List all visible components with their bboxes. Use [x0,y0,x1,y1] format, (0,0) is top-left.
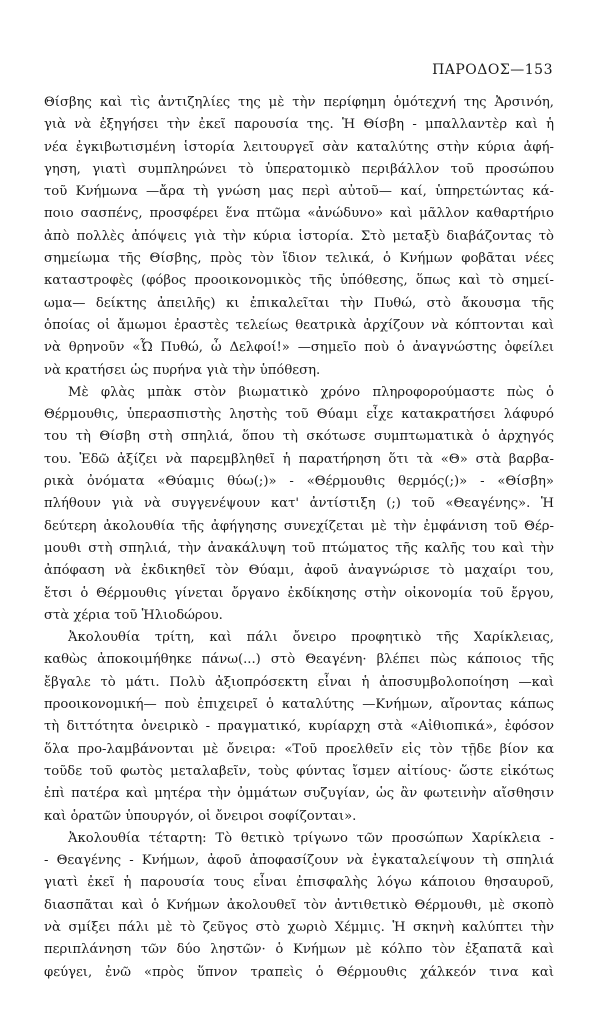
text-line: ἐπὶ πατέρα καὶ μητέρα τὴν ὀμμάτων συζυγίαν, ὡς ἂν φωτεινὴν αἴσθησιν [44,786,554,802]
text-line: ἔτσι ὁ Θέρμουθις γίνεται ὄργανο ἐκδίκησης στὴν οἰκονομία τοῦ ἔργου, [44,585,554,601]
text-line: στὰ χέρια τοῦ Ἡλιοδώρου. [44,607,223,623]
text-line: Θίσβης καὶ τὶς ἀντιζηλίες της μὲ τὴν περίφημη ὁμότεχνή της Ἀρσινόη, [44,95,554,110]
text-line: γιατὶ ἐκεῖ ἡ παρουσία τους εἶναι ἐπισφαλὴς λόγω κάποιου θησαυροῦ, [44,875,554,891]
text-line: - Θεαγένης - Κνήμων, ἀφοῦ ἀποφασίζουν νὰ ἐγκαταλείψουν τὴ σπηλιά [44,853,554,869]
text-line: ρικὰ ὀνόματα «Θύαμις θύω(;)» - «Θέρμουθις θερμός(;)» - «Θίσβη» [44,474,554,490]
paragraph [44,92,554,382]
paragraph [44,828,554,984]
body-text [44,92,554,984]
text-line: του τὴ Θίσβη στὴ σπηλιά, ὅπου τὴ σκότωσε συμπτωματικὰ ὁ ἀρχηγός [44,429,554,445]
text-line: νέα ἐγκιβωτισμένη ἱστορία λειτουργεῖ σὰν καταλύτης στὴν κύρια ἀφή- [44,139,554,155]
text-line: μουθι στὴ σπηλιά, τὴν ἀνακάλυψη τοῦ πτώματος τῆς καλῆς του καὶ τὴν [44,540,554,556]
text-line: νὰ θρηνοῦν «Ὦ Πυθώ, ὦ Δελφοί!» —σημεῖο ποὺ ὁ ἀναγνώστης ὀφείλει [44,340,554,356]
text-line: γιὰ νὰ ἐξηγήσει τὴν ἐκεῖ παρουσία της. Ἡ Θίσβη - μπαλλαντὲρ καὶ ἡ [44,117,554,133]
text-line: Ἀκολουθία τρίτη, καὶ πάλι ὄνειρο προφητικὸ τῆς Χαρίκλειας, [68,630,554,646]
text-line: ὅλα προ-λαμβάνονται μὲ ὄνειρα: «Τοῦ προελθεῖν εἰς τὸν τῇδε βίον κα [44,741,554,757]
text-line: Μὲ φλὰς μπὰκ στὸν βιωματικὸ χρόνο πληροφορούμαστε πὼς ὁ [68,384,554,400]
text-line: Θέρμουθις, ὑπερασπιστὴς ληστὴς τοῦ Θύαμι εἶχε κατακρατήσει λάφυρό [44,407,554,423]
text-line: νὰ σμίξει πάλι μὲ τὸ ζεῦγος στὸ χωριὸ Χέμμις. Ἡ σκηνὴ καλύπτει τὴν [44,919,554,935]
text-line: καὶ ὁρατῶν ὑπουργόν, οἱ ὄνειροι σοφίζονται». [44,808,357,824]
paragraph [44,382,554,627]
text-line: τοῦ Κνήμωνα —ἄρα τὴ γνώση μας περὶ αὐτοῦ— καί, ὑπηρετώντας κά- [44,184,554,200]
text-line: ἔβγαλε τὸ μάτι. Πολὺ ἀξιοπρόσεκτη εἶναι ἡ ἀποσυμβολοποίηση —καὶ [44,674,554,690]
text-line: γηση, γιατὶ συμπληρώνει τὸ ὑπερατομικὸ περιβάλλον τοῦ προσώπου [44,161,554,177]
text-line: ἀπόφαση νὰ ἐκδικηθεῖ τὸν Θύαμι, ἀφοῦ ἀναγνώρισε τὸ μαχαίρι του, [44,563,554,579]
text-line: περιπλάνηση τῶν δύο ληστῶν· ὁ Κνήμων μὲ κόλπο τὸν ἐξαπατᾶ καὶ [44,942,554,958]
text-line: ωμα— δείκτης ἀπειλῆς) κι ἐπικαλεῖται τὴν Πυθώ, στὸ ἄκουσμα τῆς [44,295,554,311]
text-line: προοικονομική— ποὺ ἐπιχειρεῖ ὁ καταλύτης —Κνήμων, αἴροντας κάπως [44,697,554,713]
text-line: σημείωμα τῆς Θίσβης, πρὸς τὸν ἴδιον τελικά, ὁ Κνήμων φοβᾶται νέες [44,251,554,267]
text-line: του. Ἐδῶ ἀξίζει νὰ παρεμβληθεῖ ἡ παρατήρηση ὅτι τὰ «Θ» στὰ βαρβα- [44,451,554,467]
text-line: νὰ κρατήσει ὡς πυρήνα γιὰ τὴν ὑπόθεση. [44,362,321,378]
text-line: ὁποίας οἱ ἄμωμοι ἐραστὲς τελείως θεατρικὰ ἀρχίζουν νὰ κόπτονται καὶ [44,317,554,333]
text-line: καθὼς ἀποκοιμήθηκε πάνω(...) στὸ Θεαγένη· βλέπει πὼς κάποιος τῆς [44,652,554,668]
running-head: ΠΑΡΟΔΟΣ—153 [432,62,553,78]
text-line: πλήθουν γιὰ νὰ συγγενέψουν κατ' ἀντίστιξη (;) τοῦ «Θεαγένης». Ἡ [44,496,554,512]
text-line: φεύγει, ἐνῶ «πρὸς ὕπνον τραπεὶς ὁ Θέρμουθις χάλκεόν τινα καὶ [44,964,554,980]
text-line: Ἀκολουθία τέταρτη: Τὸ θετικὸ τρίγωνο τῶν προσώπων Χαρίκλεια - [68,830,554,846]
text-line: δεύτερη ἀκολουθία τῆς ἀφήγησης συνεχίζεται μὲ τὴν ἐμφάνιση τοῦ Θέρ- [44,518,554,534]
paragraph [44,627,554,828]
text-line: τὴ διττότητα ὀνειρικὸ - πραγματικό, κυρίαρχη στὰ «Αἰθιοπικά», ἐφόσον [44,719,554,735]
text-line: καταστροφὲς (φόβος προοικονομικὸς τῆς ὑπόθεσης, ὅπως καὶ τὸ σημεί- [44,273,554,289]
text-line: ποιο σασπένς, προσφέρει ἕνα πτῶμα «ἀνώδυνο» καὶ μᾶλλον καθαρτήριο [44,206,554,222]
text-line: διασπᾶται καὶ ὁ Κνήμων ἀκολουθεῖ τὸν ἀντιθετικὸ Θέρμουθι, μὲ σκοπὸ [44,897,554,913]
text-line: τοῦδε τοῦ φωτὸς μεταλαβεῖν, τοὺς φύντας ἴσμεν αἰτίους· ὥστε εἰκότως [44,763,554,779]
text-line: ἀπὸ πολλὲς ἀπόψεις γιὰ τὴν κύρια ἱστορία. Στὸ μεταξὺ διαβάζοντας τὸ [44,228,554,244]
